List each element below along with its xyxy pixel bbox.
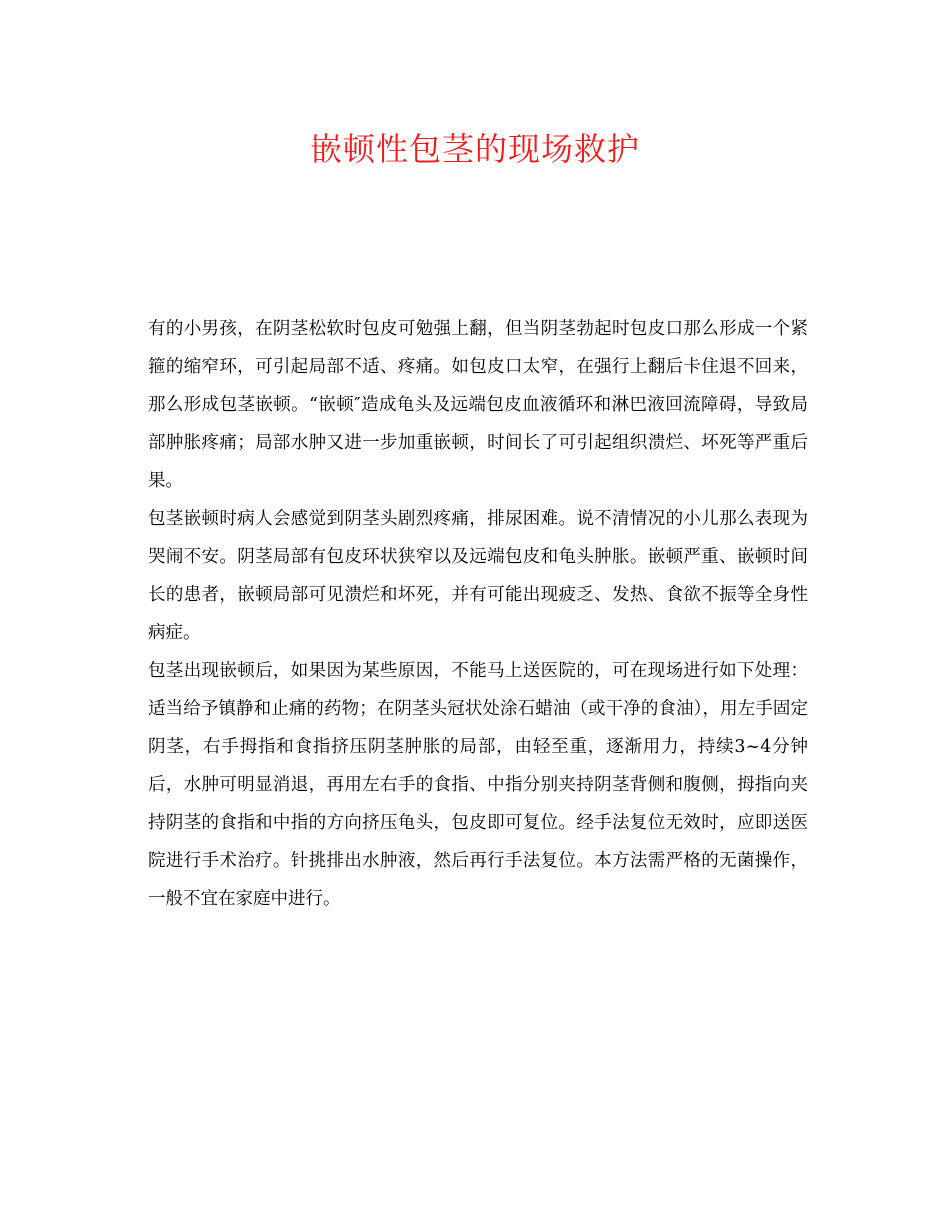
page-title: 嵌顿性包茎的现场救护 [309, 130, 640, 168]
paragraph-2: 包茎嵌顿时病人会感觉到阴茎头剧烈疼痛，排尿困难。说不清情况的小儿那么表现为哭闹不安。阴茎局部有包皮环状狭窄以及远端包皮和龟头肿胀。嵌顿严重、嵌顿时间长的患者，嵌顿局部可见溃烂和坏死，并有可能出现疲乏、发热、食欲不振等全身性病症。 [148, 509, 808, 643]
paragraph-1: 有的小男孩，在阴茎松软时包皮可勉强上翻，但当阴茎勃起时包皮口那么形成一个紧箍的缩窄环，可引起局部不适、疼痛。如包皮口太窄，在强行上翻后卡住退不回来，那么形成包茎嵌顿。“嵌顿″造成龟头及远端包皮血液循环和淋巴液回流障碍，导致局部肿胀疼痛；局部水肿又进一步加重嵌顿，时间长了可引起组织溃烂、坏死等严重后果。 [148, 319, 808, 491]
article-body [148, 310, 808, 918]
paragraph-3: 包茎出现嵌顿后，如果因为某些原因，不能马上送医院的，可在现场进行如下处理：适当给予镇静和止痛的药物；在阴茎头冠状处涂石蜡油（或干净的食油），用左手固定阴茎，右手拇指和食指挤压阴茎肿胀的局部，由轻至重，逐渐用力，持续3~4分钟后，水肿可明显消退，再用左右手的食指、中指分别夹持阴茎背侧和腹侧，拇指向夹持阴茎的食指和中指的方向挤压龟头，包皮即可复位。经手法复位无效时，应即送医院进行手术治疗。针挑排出水肿液，然后再行手法复位。本方法需严格的无菌操作，一般不宜在家庭中进行。 [148, 661, 808, 909]
